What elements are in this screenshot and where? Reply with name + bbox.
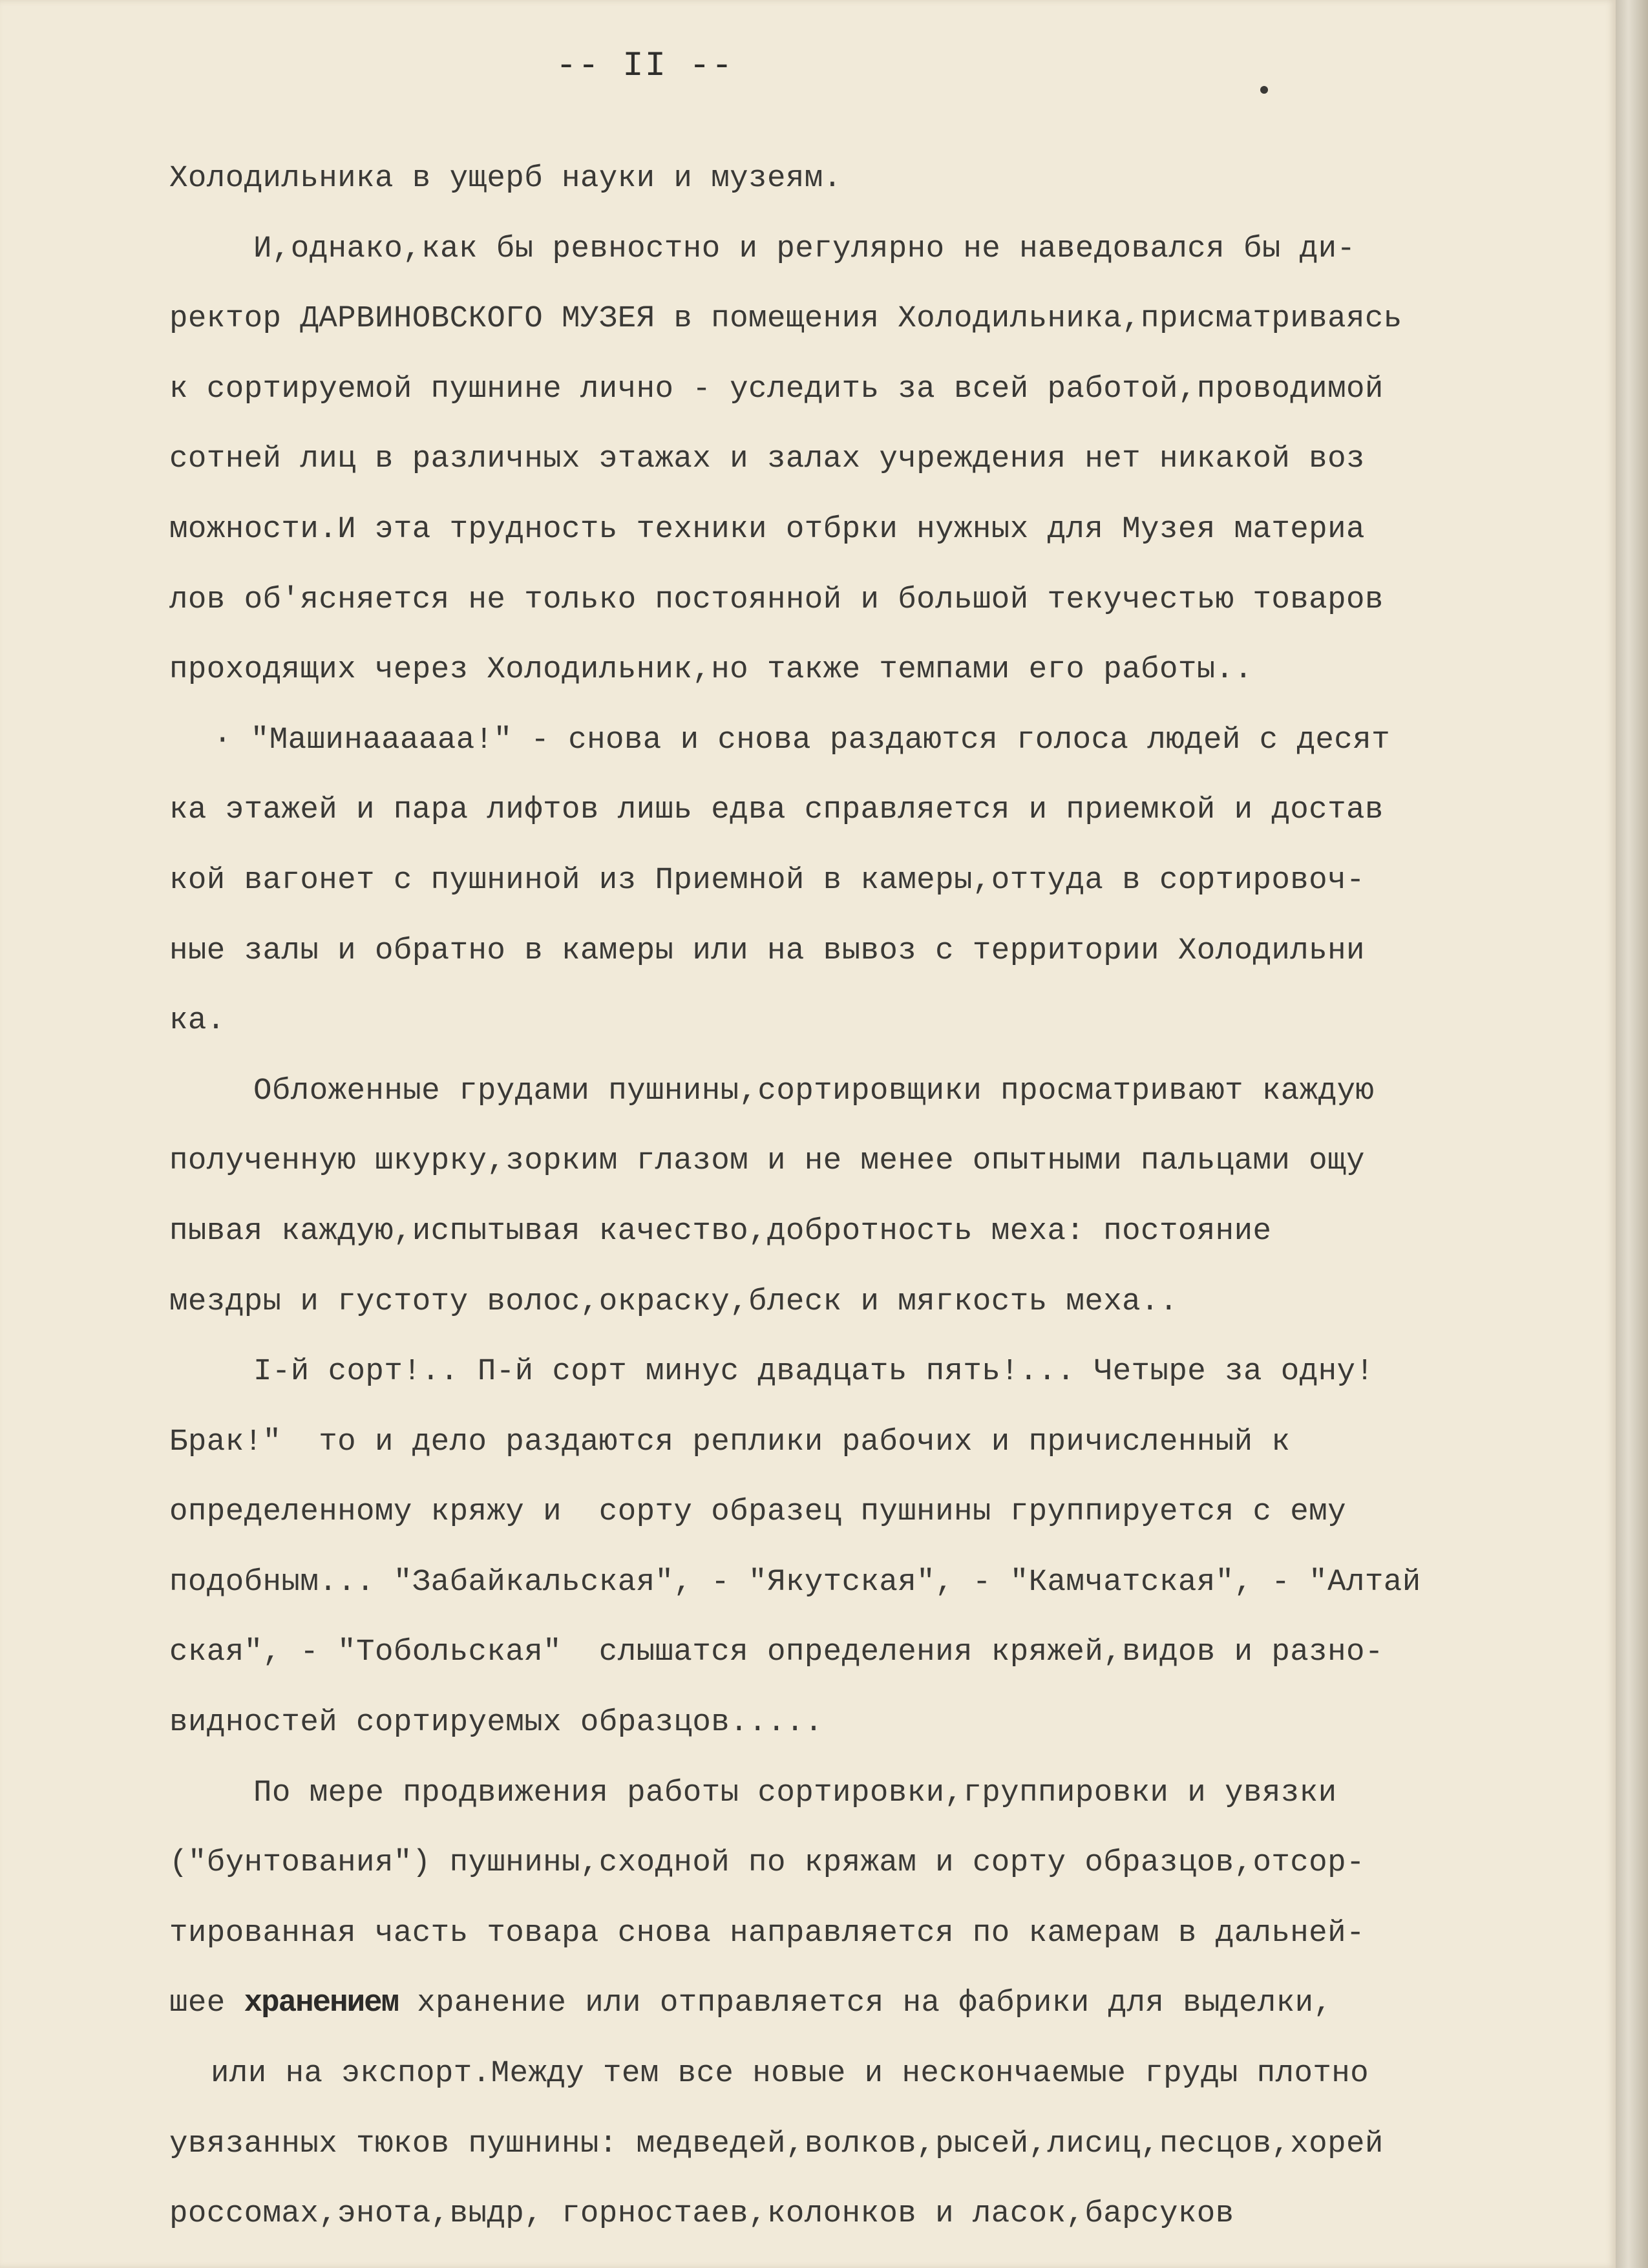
- text-line-with-strikeover: [169, 1968, 1604, 2039]
- text-line: определенному кряжу и сорту образец пушнины группируется с ему: [169, 1494, 1346, 1530]
- text-line: тированная часть товара снова направляется по камерам в дальней-: [169, 1915, 1365, 1951]
- page-edge: [1616, 0, 1648, 2268]
- text-line: сотней лиц в различных этажах и залах учреждения нет никакой воз: [169, 441, 1365, 477]
- text-line: пывая каждую,испытывая качество,добротность меха: постояние: [169, 1213, 1272, 1249]
- text-line: ская", - "Тобольская" слышатся определения кряжей,видов и разно-: [169, 1635, 1384, 1670]
- text-line: или на экспорт.Между тем все новые и нескончаемые груды плотно: [211, 2056, 1369, 2092]
- text-line: I-й сорт!.. П-й сорт минус двадцать пять!... Четыре за одну!: [253, 1354, 1375, 1390]
- text-line: мездры и густоту волос,окраску,блеск и мягкость меха..: [169, 1284, 1178, 1319]
- text-line: подобным... "Забайкальская", - "Якутская", - "Камчатская", - "Алтай: [169, 1564, 1421, 1600]
- text-line: можности.И эта трудность техники отбрки нужных для Музея материа: [169, 511, 1365, 547]
- text-line: ("бунтования") пушнины,сходной по кряжам и сорту образцов,отсор-: [169, 1845, 1365, 1881]
- text-line: ректор ДАРВИНОВСКОГО МУЗЕЯ в помещения Холодильника,присматриваясь: [169, 301, 1402, 337]
- text-line: россомах,энота,выдр, горностаев,колонков и ласок,барсуков: [169, 2196, 1234, 2232]
- text-line: ка этажей и пара лифтов лишь едва справляется и приемкой и достав: [169, 792, 1384, 828]
- text-line: полученную шкурку,зорким глазом и не менее опытными пальцами ощу: [169, 1143, 1365, 1179]
- text-line: кой вагонет с пушниной из Приемной в камеры,оттуда в сортировоч-: [169, 862, 1365, 898]
- body-text: [169, 143, 1604, 2249]
- text-line: · "Машинаааааа!" - снова и снова раздаются голоса людей с десят: [213, 722, 1390, 758]
- struck-word: хранением: [244, 1986, 399, 2021]
- line-prefix: шее: [169, 1986, 226, 2021]
- text-line: ка.: [169, 1003, 226, 1039]
- text-line: Холодильника в ущерб науки и музеям.: [169, 161, 842, 196]
- ink-dot: [1260, 86, 1268, 94]
- text-line: По мере продвижения работы сортировки,группировки и увязки: [253, 1775, 1337, 1810]
- text-line: проходящих через Холодильник,но также темпами его работы..: [169, 652, 1253, 688]
- text-line: увязанных тюков пушнины: медведей,волков,рысей,лисиц,песцов,хорей: [169, 2126, 1384, 2161]
- page-number: -- II --: [556, 47, 734, 86]
- text-line: видностей сортируемых образцов.....: [169, 1705, 823, 1741]
- text-line: Обложенные грудами пушнины,сортировщики просматривают каждую: [253, 1073, 1375, 1108]
- text-line: лов об'ясняется не только постоянной и большой текучестью товаров: [169, 582, 1384, 617]
- text-line: к сортируемой пушнине лично - уследить за всей работой,проводимой: [169, 371, 1384, 407]
- text-line: ные залы и обратно в камеры или на вывоз с территории Холодильни: [169, 933, 1365, 968]
- line-rest: хранение или отправляется на фабрики для выделки,: [417, 1986, 1333, 2021]
- text-line: Брак!" то и дело раздаются реплики рабочих и причисленный к: [169, 1424, 1291, 1459]
- text-line: И,однако,как бы ревностно и регулярно не наведовался бы ди-: [253, 231, 1356, 266]
